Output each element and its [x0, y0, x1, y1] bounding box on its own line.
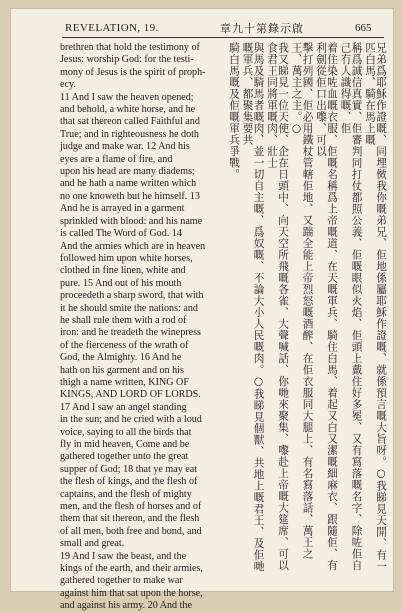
english-text-line: and against his army. 20 And the	[60, 600, 192, 612]
english-text-line: voice, saying to all the birds that	[60, 426, 192, 438]
english-text-line: against him that sat upon the horse,	[60, 587, 203, 599]
bible-page	[10, 8, 394, 612]
english-text-line: Jesus: worship God: for the testi-	[60, 54, 194, 66]
chinese-text-column: 騎白馬嘅及佢嘅軍兵爭戰。	[228, 42, 240, 180]
english-text-line: of the fierceness of the wrath of	[60, 339, 189, 351]
english-text-line: upon his head are many diadems;	[60, 166, 195, 178]
english-text-line: 11 And I saw the heaven opened;	[60, 91, 194, 103]
english-text-line: gathered together unto the great	[60, 451, 189, 463]
chinese-text-column: 擊打列國、佢必用鐵杖管轄佢地、又踹全能上帝烈怒嘅酒醡、在佢衣服同大腿上、有名寫落話、萬王之王、萬主之主。○	[290, 42, 314, 560]
english-text-line: KINGS, AND LORD OF LORDS.	[60, 389, 201, 401]
english-text-line: fly in mid heaven, Come and be	[60, 439, 190, 450]
english-text-line: and he hath a name written which	[60, 178, 197, 190]
english-text-line: mony of Jesus is the spirit of proph-	[60, 66, 206, 78]
chinese-text-column: 兄弟爲耶穌作證嘅、同埋傚我你嘅弟兄、佢地係屬耶穌作證嘅、就係預言嘅大旨呀。○我睇見天開、有一匹白馬、騎在馬上嘅	[364, 42, 387, 573]
english-text-line: no one knoweth but he himself. 13	[60, 190, 200, 202]
header-rule	[62, 37, 384, 38]
english-text-line: hath on his garment and on his	[60, 364, 184, 376]
chinese-chapter-heading: 章九十第錄示啟	[220, 22, 304, 35]
chinese-text-columns	[228, 42, 386, 582]
english-text-line: small and great.	[60, 538, 125, 550]
page-header	[10, 8, 394, 38]
english-text-line: ecy.	[60, 79, 76, 91]
english-text-line: in the sun; and he cried with a loud	[60, 414, 202, 426]
english-text-line: the flesh of kings, and the flesh of	[60, 476, 198, 488]
english-text-line: sprinkled with blood: and his name	[60, 215, 203, 227]
english-text-line: And he is arrayed in a garment	[60, 203, 185, 215]
english-text-line: it he should smite the nations: and	[60, 302, 198, 314]
english-text-line: captains, and the flesh of mighty	[60, 488, 192, 500]
english-text-line: proceedeth a sharp sword, that with	[60, 290, 204, 302]
english-text-line: them that sit thereon, and the flesh	[60, 513, 200, 525]
english-text-line: supper of God; 18 that ye may eat	[60, 463, 198, 475]
english-text-line: gathered together to make war	[60, 575, 183, 587]
english-text-line: 19 And I saw the beast, and the	[60, 550, 187, 562]
english-text-line: pure. 15 And out of his mouth	[60, 277, 182, 289]
english-text-line: thigh a name written, KING OF	[60, 376, 189, 388]
english-text-line: eyes are a flame of fire, and	[60, 153, 173, 165]
book-chapter-heading: REVELATION, 19.	[65, 22, 159, 34]
english-text-line: he shall rule them with a rod of	[60, 314, 187, 326]
english-text-line: God, the Almighty. 16 And he	[60, 352, 182, 364]
english-text-line: and behold, a white horse, and he	[60, 104, 196, 116]
english-text-line: of all men, both free and bond, and	[60, 525, 202, 537]
chinese-text-column: 與馬及騎馬者嘅肉、並一切自主嘅、爲奴嘅、不論大小人民嘅肉。○我睇見個獸、共地上嘅君王、及佢哋嘅軍兵、都聚集要共	[241, 42, 265, 573]
english-text-line: judge and make war. 12 And his	[60, 141, 190, 153]
page-number: 665	[355, 22, 372, 34]
english-text-line: followed him upon white horses,	[60, 252, 193, 264]
chinese-text-column: 着住染咗血嘅衣服、佢嘅名稱爲上帝嘅道、在天嘅軍兵、騎住白馬、着起又白又潔嘅細麻衣、跟隨佢、有利劍從佢口出嚟、可以	[315, 42, 338, 571]
english-text-line: men, and the flesh of horses and of	[60, 501, 202, 513]
chinese-text-column: 我又睇見一位天使、企在日頭中、向天空所飛嘅各雀、大聲喊話、你哋來聚集、嚟赴上帝嘅大筵席、可以食君王同將軍嘅肉、壯士	[266, 42, 289, 571]
english-text-line: And the armies which are in heaven	[60, 240, 206, 252]
english-text-line: brethren that hold the testimony of	[60, 42, 200, 53]
chinese-text-column: 稱爲誠信真實、佢審判同打仗都照公義、佢嘅眼似火焰、佢頭上戴住好多冕、又有寫落嘅名字、除咗佢自己冇人識得嘅、佢	[339, 42, 363, 571]
english-text-line: iron: and he treadeth the winepress	[60, 327, 201, 339]
english-text-column	[60, 42, 222, 612]
english-text-line: True; and in righteousness he doth	[60, 128, 199, 140]
english-text-line: 17 And I saw an angel standing	[60, 401, 187, 413]
english-text-line: is called The Word of God. 14	[60, 228, 182, 240]
english-text-line: clothed in fine linen, white and	[60, 265, 186, 277]
english-text-line: kings of the earth, and their armies,	[60, 563, 203, 575]
english-text-line: that sat thereon called Faithful and	[60, 116, 200, 128]
